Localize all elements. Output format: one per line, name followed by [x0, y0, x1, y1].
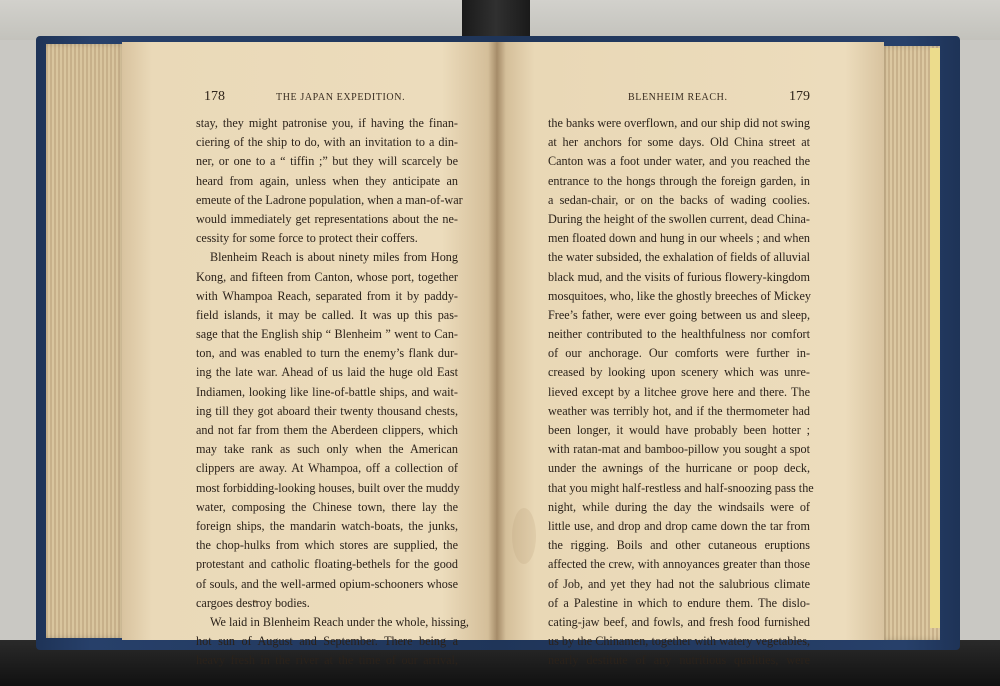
text-line: black mud, and the visits of furious flowery-kingdom — [548, 269, 810, 284]
text-line: heard from again, unless when they anticipate an — [196, 173, 458, 188]
text-line: creased by looking upon scenery which was unre- — [548, 365, 810, 380]
text-line: emeute of the Ladrone population, when a man-of-war — [196, 192, 463, 207]
left-page-number: 178 — [204, 89, 225, 104]
text-line: of souls, and the well-armed opium-schooners whose — [196, 576, 458, 591]
endpaper-edge — [930, 48, 940, 628]
text-line: cessity for some force to protect their coffers. — [196, 231, 418, 246]
text-line: Kong, and fifteen from Canton, whose port, together — [196, 269, 458, 284]
text-line: Free’s father, were ever going between us and sleep, — [548, 307, 810, 322]
text-line: hot sun of August and September. There being a — [196, 634, 458, 649]
text-line: with ratan-mat and bamboo-pillow you sought a spot — [548, 442, 810, 457]
left-running-head: THE JAPAN EXPEDITION. — [276, 92, 406, 103]
text-line: We laid in Blenheim Reach under the whole, hissing, — [210, 614, 469, 629]
text-line: ciering of the ship to do, with an invitation to a din- — [196, 135, 458, 150]
text-line: neither contributed to the healthfulness nor comfort — [548, 327, 810, 342]
text-line: Canton was a foot under water, and you reached the — [548, 154, 810, 169]
text-line: most forbidding-looking houses, built over the muddy — [196, 480, 460, 495]
right-running-head: BLENHEIM REACH. — [628, 92, 728, 103]
text-line: of Job, and yet they had not the salubrious climate — [548, 576, 810, 591]
text-line: ing the late war. Ahead of us laid the huge old East — [196, 365, 458, 380]
text-line: of our anchorage. Our comforts were further in- — [548, 346, 810, 361]
text-line: lieved except by a litchee grove here and there. The — [548, 384, 810, 399]
book-gutter — [488, 42, 506, 640]
text-line: water, composing the Chinese town, there lay the — [196, 499, 458, 514]
text-line: cating-jaw beef, and fowls, and fresh food furnished — [548, 614, 810, 629]
text-line: affected the crew, with annoyances greater than those — [548, 557, 810, 572]
text-line: field islands, it may be called. It was up this pas- — [196, 307, 458, 322]
text-line: entrance to the hongs through the foreign garden, in — [548, 173, 810, 188]
text-line: foreign ships, the mandarin watch-boats, the junks, — [196, 518, 458, 533]
text-line: protestant and catholic floating-bethels for the good — [196, 557, 458, 572]
paper-stain — [512, 508, 536, 564]
text-line: that you might half-restless and half-snoozing pass the — [548, 480, 814, 495]
text-line: the water subsided, the exhalation of fields of alluvial — [548, 250, 810, 265]
text-line: stay, they might patronise you, if having the finan- — [196, 116, 458, 130]
text-line: men floated down and hung in our wheels ; and when — [548, 231, 810, 246]
text-line: mosquitoes, who, like the ghostly breeches of Mickey — [548, 288, 811, 303]
text-line: ing till they got aboard their twenty thousand chests, — [196, 403, 458, 418]
text-line: heavy fresh in the river at the time of our arrival, — [196, 653, 458, 668]
text-line: the banks were overflown, and our ship did not swing — [548, 116, 810, 130]
text-line: may take rank as such only when the American — [196, 442, 458, 457]
text-line: would immediately get representations about the ne- — [196, 211, 458, 226]
right-page-body — [548, 114, 814, 670]
text-line: During the height of the swollen current, dead China- — [548, 211, 810, 226]
text-line: been longer, it would have probably been hotter ; — [548, 423, 810, 437]
text-line: nearly destitute of any nutritious qualities, were — [548, 653, 810, 668]
text-line: little use, and drop and drop came down the tar from — [548, 518, 810, 533]
text-line: night, while during the day the windsails were of — [548, 499, 810, 514]
text-line: ner, or one to a “ tiffin ;” but they will scarcely be — [196, 154, 458, 169]
text-line: sage that the English ship “ Blenheim ” went to Can- — [196, 327, 458, 342]
text-line: at her anchors for some days. Old China street at — [548, 135, 810, 150]
text-line: cargoes destroy bodies. — [196, 595, 310, 610]
page-edges-left — [46, 44, 126, 638]
text-line: the chop-hulks from which stores are supplied, the — [196, 538, 458, 553]
text-line: clippers are away. At Whampoa, off a collection of — [196, 461, 458, 476]
text-line: the rigging. Boils and other cutaneous eruptions — [548, 538, 810, 553]
text-line: of a Palestine in which to endure them. The dislo- — [548, 595, 810, 610]
text-line: under the awnings of the hurricane or poop deck, — [548, 461, 810, 476]
text-line: with Whampoa Reach, separated from it by paddy- — [196, 288, 458, 303]
text-line: us by the Chinamen, together with watery vegetables, — [548, 634, 810, 649]
text-line: a sedan-chair, or on the backs of wading coolies. — [548, 192, 810, 207]
text-line: Blenheim Reach is about ninety miles from Hong — [210, 250, 458, 265]
right-page-number: 179 — [789, 89, 810, 104]
text-line: Indiamen, looking like line-of-battle ships, and wait- — [196, 384, 458, 399]
left-page-body — [196, 114, 469, 670]
text-line: ton, and was enabled to turn the enemy’s flank dur- — [196, 346, 458, 361]
text-line: weather was terribly hot, and if the thermometer had — [548, 403, 810, 418]
text-line: and not far from them the Aberdeen clippers, which — [196, 423, 458, 437]
